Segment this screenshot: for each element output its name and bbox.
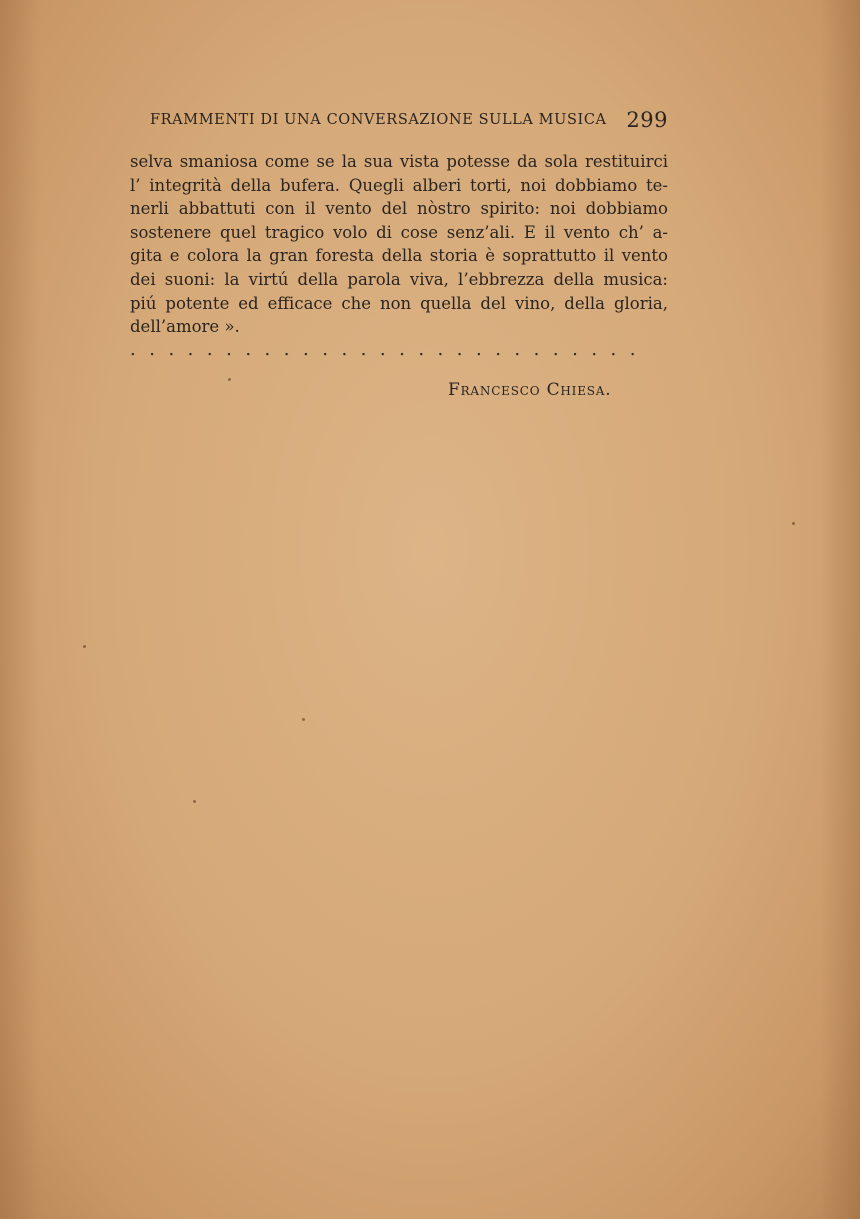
- text-line: nerli abbattuti con il vento del nòstro spirito: noi dobbiamo: [130, 199, 668, 219]
- author-signature: Francesco Chiesa.: [448, 380, 612, 400]
- dot-leader: ...........................: [130, 339, 649, 360]
- text-line: dell’amore ».: [130, 317, 240, 337]
- paper-speck: [302, 718, 305, 721]
- text-line: piú potente ed efficace che non quella del vino, della gloria,: [130, 293, 668, 313]
- page-edge-shadow-right: [820, 0, 860, 1219]
- text-line: selva smaniosa come se la sua vista potesse da sola restituirci: [130, 152, 668, 171]
- text-line: dei suoni: la virtú della parola viva, l’ebbrezza della musica:: [130, 269, 668, 289]
- page-number: 299: [626, 108, 668, 132]
- body-paragraph: [130, 150, 668, 339]
- text-line: l’ integrità della bufera. Quegli alberi torti, noi dobbiamo te-: [130, 175, 668, 195]
- running-title: FRAMMENTI DI UNA CONVERSAZIONE SULLA MUSICA: [150, 112, 607, 128]
- paper-speck: [193, 800, 196, 803]
- running-head: [130, 108, 668, 138]
- paper-speck: [228, 378, 231, 381]
- page-edge-shadow-left: [0, 0, 40, 1219]
- text-line: gita e colora la gran foresta della storia è soprattutto il vento: [130, 246, 668, 266]
- text-line: sostenere quel tragico volo di cose senz’ali. E il vento ch’ a-: [130, 222, 668, 242]
- paper-speck: [792, 522, 795, 525]
- paper-speck: [83, 645, 86, 648]
